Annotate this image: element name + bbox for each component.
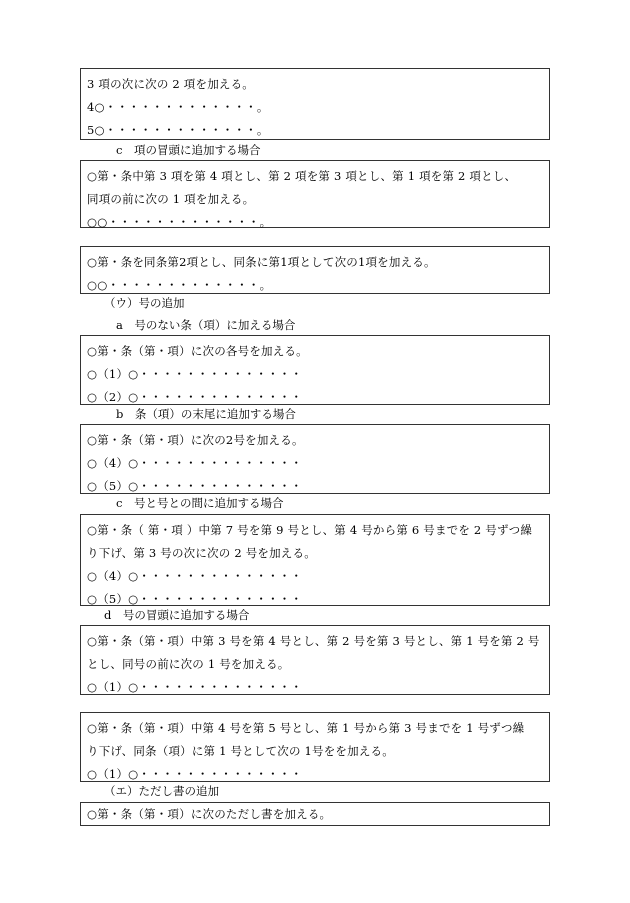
section-heading: d 号の冒頭に追加する場合 xyxy=(104,608,250,622)
section-heading: b 条（項）の末尾に追加する場合 xyxy=(116,407,296,421)
box-line: ○第・条（第・項）に次のただし書を加える。 xyxy=(87,807,332,821)
section-heading: a 号のない条（項）に加える場合 xyxy=(116,318,296,332)
box-line: り下げ、同条（項）に第 1 号として次の 1号をを加える。 xyxy=(87,744,394,758)
box-line: 同項の前に次の 1 項を加える。 xyxy=(87,192,255,206)
subsection-heading: （ウ）号の追加 xyxy=(104,296,185,310)
amendment-box-2 xyxy=(80,160,550,228)
box-line: ○（5）○・・・・・・・・・・・・・・ xyxy=(87,479,303,493)
box-line: り下げ、第 3 号の次に次の 2 号を加える。 xyxy=(87,546,316,560)
amendment-box-8 xyxy=(80,712,550,782)
amendment-box-6 xyxy=(80,514,550,606)
amendment-box-7 xyxy=(80,625,550,695)
box-line: 4○・・・・・・・・・・・・・。 xyxy=(87,100,269,114)
box-line: ○（2）○・・・・・・・・・・・・・・ xyxy=(87,390,303,404)
box-line: ○第・条（第・項）中第 4 号を第 5 号とし、第 1 号から第 3 号までを 1 号ずつ繰 xyxy=(87,721,525,735)
amendment-box-1 xyxy=(80,68,550,140)
amendment-box-5 xyxy=(80,424,550,494)
box-line: ○○・・・・・・・・・・・・・。 xyxy=(87,215,272,229)
box-line: ○第・条（第・項）に次の2号を加える。 xyxy=(87,433,304,447)
box-line: とし、同号の前に次の 1 号を加える。 xyxy=(87,657,290,671)
subsection-heading: （エ）ただし書の追加 xyxy=(104,784,219,798)
box-line: ○第・条（第・項）に次の各号を加える。 xyxy=(87,344,308,358)
box-line: ○○・・・・・・・・・・・・・。 xyxy=(87,278,272,292)
box-line: ○（4）○・・・・・・・・・・・・・・ xyxy=(87,569,303,583)
box-line: ○（1）○・・・・・・・・・・・・・・ xyxy=(87,767,303,781)
box-line: ○（4）○・・・・・・・・・・・・・・ xyxy=(87,456,303,470)
section-heading: c 号と号との間に追加する場合 xyxy=(116,496,284,510)
box-line: ○（1）○・・・・・・・・・・・・・・ xyxy=(87,367,303,381)
box-line: ○（5）○・・・・・・・・・・・・・・ xyxy=(87,592,303,606)
amendment-box-3 xyxy=(80,246,550,294)
section-heading: c 項の冒頭に追加する場合 xyxy=(116,143,261,157)
box-line: ○（1）○・・・・・・・・・・・・・・ xyxy=(87,680,303,694)
amendment-box-4 xyxy=(80,335,550,405)
amendment-box-9 xyxy=(80,802,550,826)
box-line: ○第・条中第 3 項を第 4 項とし、第 2 項を第 3 項とし、第 1 項を第 2 項とし、 xyxy=(87,169,517,183)
box-line: 3 項の次に次の 2 項を加える。 xyxy=(87,77,254,91)
box-line: ○第・条（第・項）中第 3 号を第 4 号とし、第 2 号を第 3 号とし、第 1 号を第 2 号 xyxy=(87,634,540,648)
box-line: ○第・条を同条第2項とし、同条に第1項として次の1項を加える。 xyxy=(87,255,436,269)
box-line: ○第・条（ 第・項 ）中第 7 号を第 9 号とし、第 4 号から第 6 号までを 2 号ずつ繰 xyxy=(87,523,533,537)
box-line: 5○・・・・・・・・・・・・・。 xyxy=(87,123,269,137)
